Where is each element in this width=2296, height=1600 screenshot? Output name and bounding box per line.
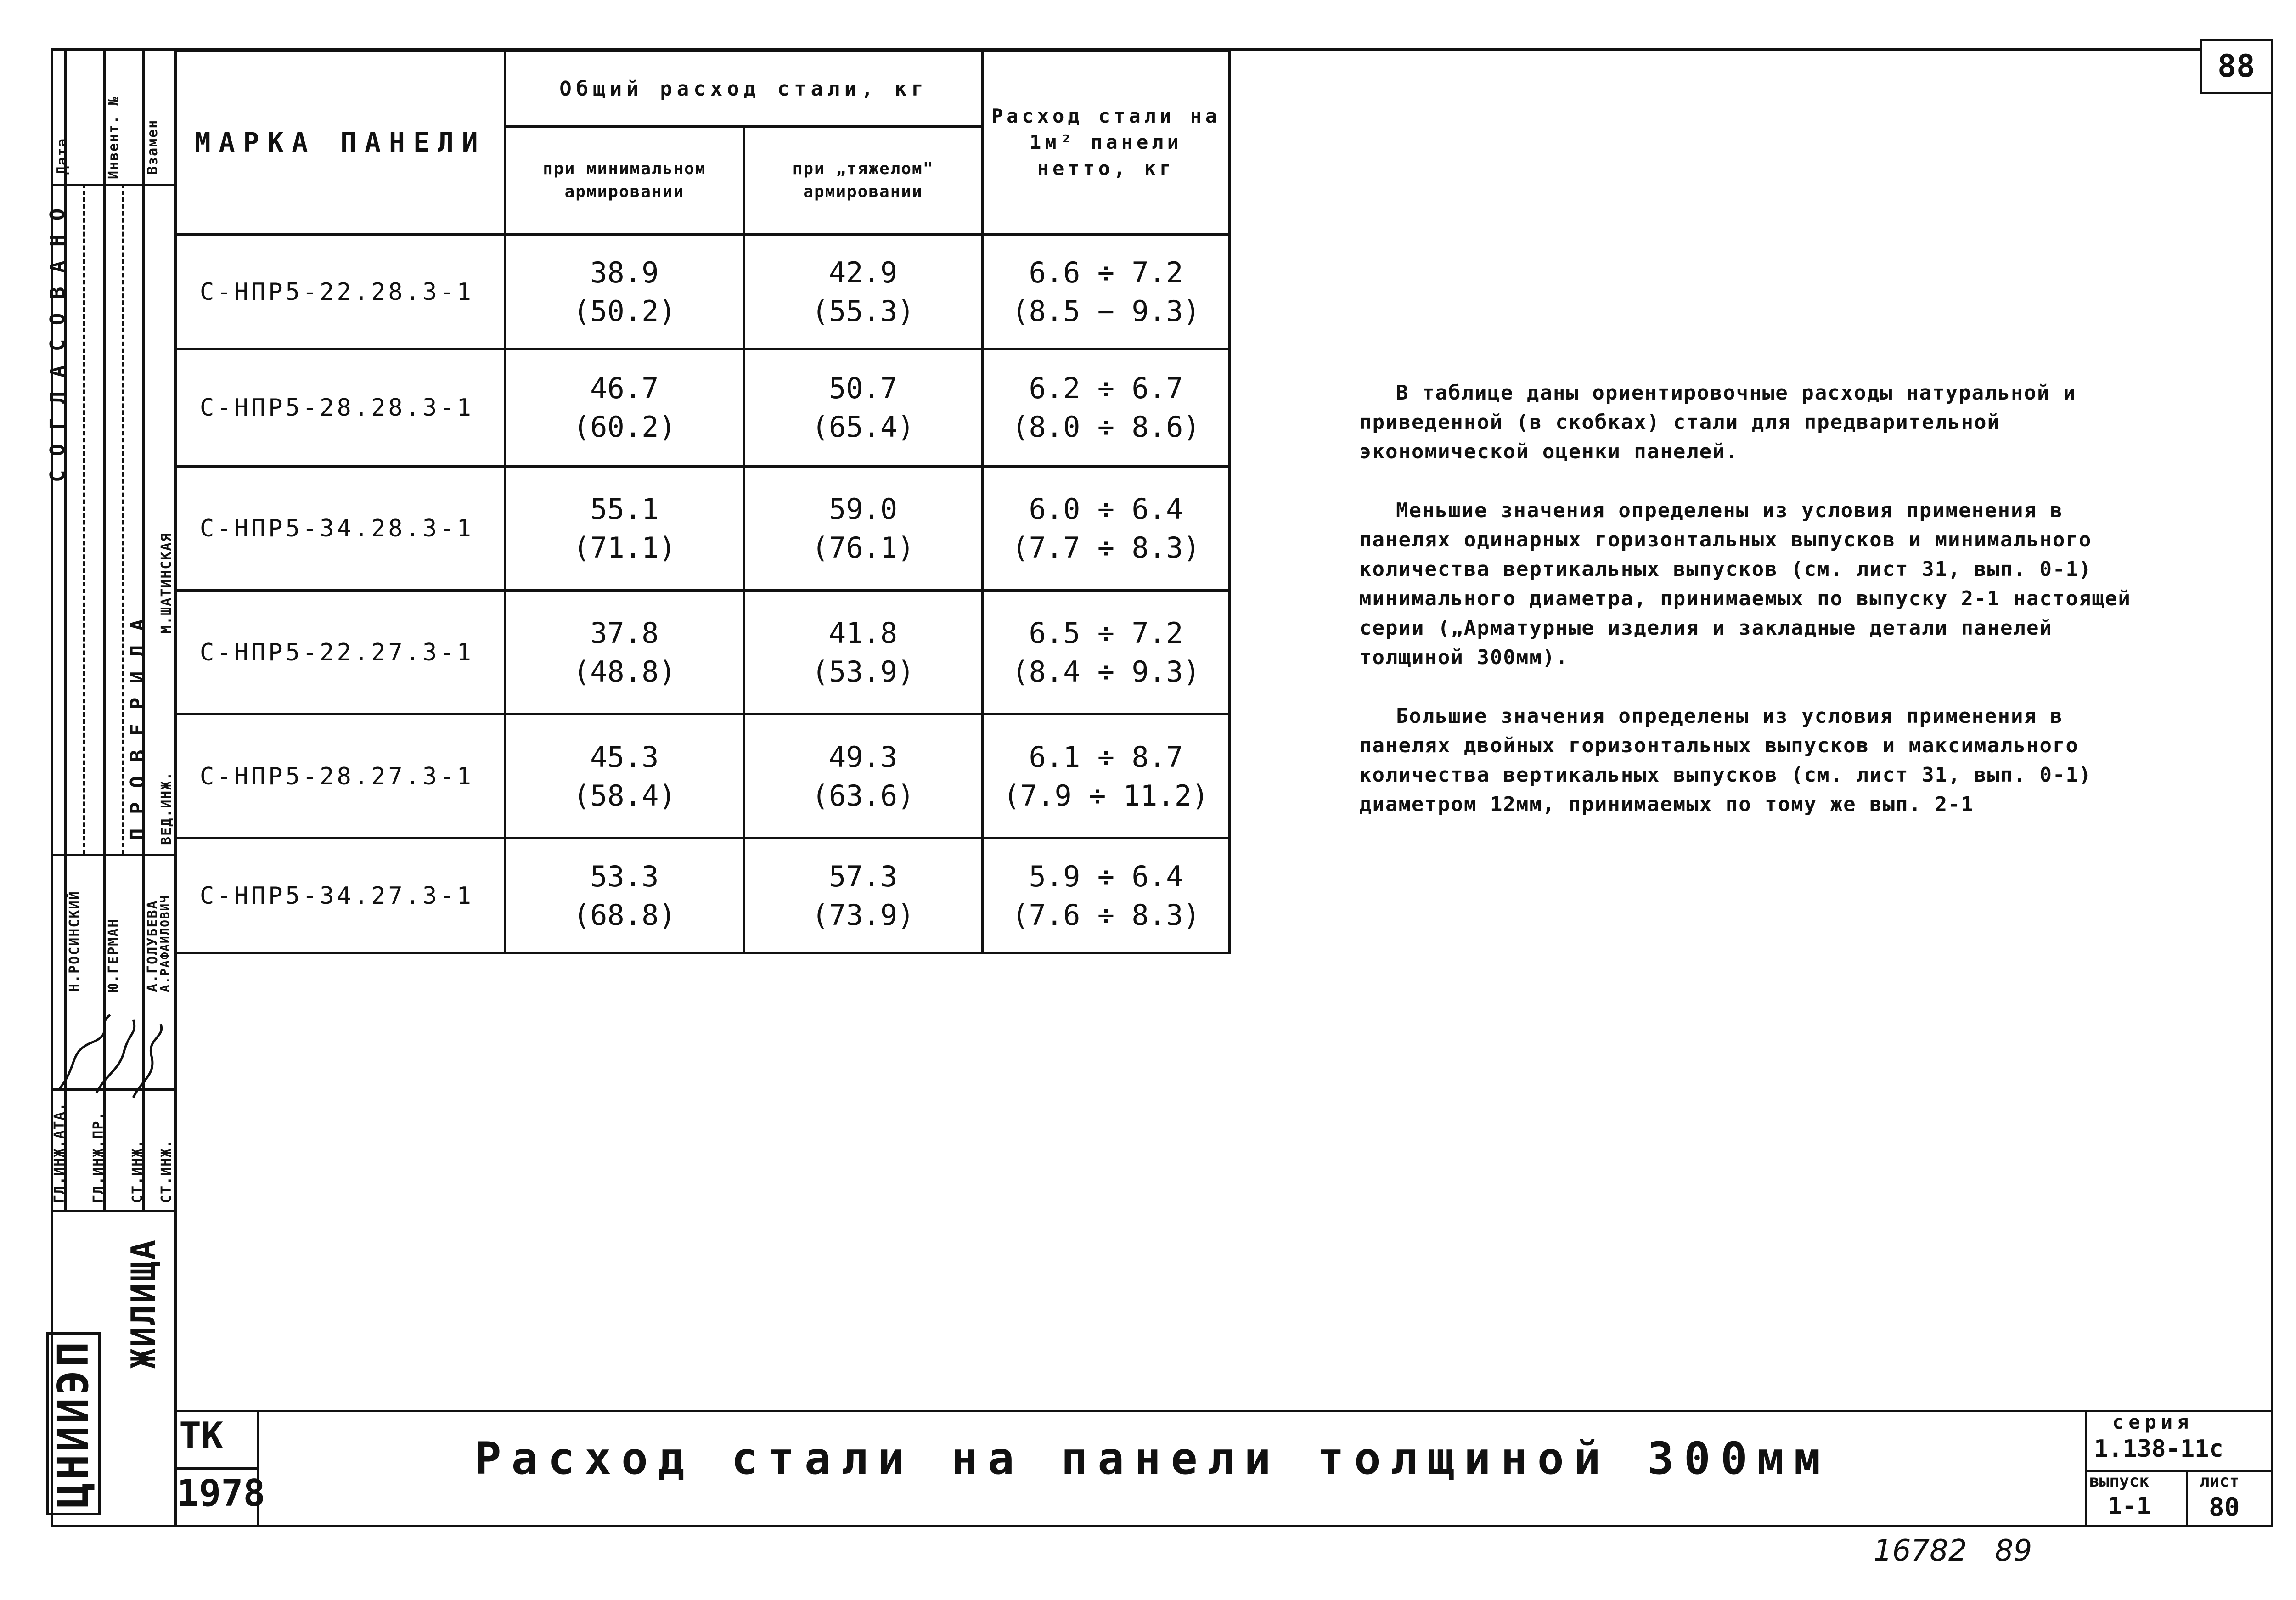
cell-min-brackets: (48.8) xyxy=(573,654,676,688)
cell-per-m2-brackets: (7.9 ÷ 11.2) xyxy=(1003,778,1209,812)
cell-per-m2-brackets: (8.0 ÷ 8.6) xyxy=(1012,410,1200,444)
cell-mark: С-НПР5-28.28.3-1 xyxy=(176,349,505,467)
checker-name: М.ШАТИНСКАЯ xyxy=(158,532,174,634)
cell-mark: С-НПР5-34.27.3-1 xyxy=(176,839,505,953)
cell-min xyxy=(505,591,744,715)
signature-3 xyxy=(133,1024,162,1098)
header-mark xyxy=(176,51,505,235)
series-value: 1.138-11с xyxy=(2094,1435,2223,1463)
stamp-line xyxy=(51,184,174,186)
steel-consumption-table xyxy=(174,50,1231,954)
cell-heavy-value: 57.3 xyxy=(828,859,898,893)
note-paragraph-2: Меньшие значения определены из условия применения в панелях одинарных горизонтальных выпусков и минимального количества вертикальных выпусков (см. лист 31, вып. 0-1) минимального диаметра, принимаемых по выпуску 2-1 настоящей серии („Арматурные изделия и закладные детали панелей толщиной 300мм). xyxy=(1359,499,2131,669)
header-total-text: Общий расход стали, кг xyxy=(559,77,929,101)
note-paragraph-3: Большие значения определены из условия применения в панелях двойных горизонтальных выпусков и максимального количества вертикальных выпусков (см. лист 31, вып. 0-1) диаметром 12мм, принимаемых по тому же вып. 2-1 xyxy=(1359,704,2092,816)
cell-min-value: 53.3 xyxy=(590,859,659,893)
name-2: Ю.ГЕРМАН xyxy=(106,918,122,992)
table-row xyxy=(176,235,1230,349)
inventory-label: Инвент. № xyxy=(106,96,122,179)
stamp-dashed-line xyxy=(122,184,124,854)
role-1: ГЛ.ИНЖ.АТА. xyxy=(51,1102,68,1203)
page-number-box xyxy=(2200,39,2273,94)
role-4: СТ.ИНЖ. xyxy=(158,1138,174,1203)
org-logo xyxy=(46,1332,101,1515)
cell-per-m2-value: 6.1 ÷ 8.7 xyxy=(1029,740,1183,774)
year-label: 1978 xyxy=(177,1472,265,1515)
cell-min-value: 46.7 xyxy=(590,372,659,406)
cell-per-m2 xyxy=(982,839,1229,953)
cell-per-m2-brackets: (8.5 − 9.3) xyxy=(1012,294,1200,328)
cell-min xyxy=(505,839,744,953)
table-row xyxy=(176,839,1230,953)
cell-min-value: 55.1 xyxy=(590,492,659,526)
footer-number-page: 89 xyxy=(1994,1534,2032,1568)
name-1: Н.РОСИНСКИЙ xyxy=(67,890,83,992)
table-row xyxy=(176,715,1230,839)
cell-mark: С-НПР5-34.28.3-1 xyxy=(176,467,505,591)
header-total xyxy=(505,51,982,127)
explanatory-note xyxy=(1359,349,2140,849)
sheet-label: лист xyxy=(2200,1472,2240,1491)
role-2: ГЛ.ИНЖ.ПР. xyxy=(90,1111,107,1203)
cell-per-m2 xyxy=(982,349,1229,467)
cell-heavy xyxy=(744,467,983,591)
table-header-row xyxy=(176,51,1230,127)
cell-per-m2-brackets: (7.7 ÷ 8.3) xyxy=(1012,530,1200,564)
titleblock-top-line xyxy=(174,1410,2273,1412)
cell-min-brackets: (50.2) xyxy=(573,294,676,328)
cell-per-m2 xyxy=(982,715,1229,839)
cell-per-m2-brackets: (7.6 ÷ 8.3) xyxy=(1012,898,1200,932)
checked-label: П Р О В Е Р И Л А xyxy=(126,618,150,840)
cell-heavy-brackets: (63.6) xyxy=(811,778,915,812)
cell-per-m2 xyxy=(982,235,1229,349)
page-number: 88 xyxy=(2217,48,2255,85)
org-logo-text: ЦНИИЭП xyxy=(49,1339,98,1508)
org-name xyxy=(124,1238,163,1369)
stamp-dashed-line xyxy=(83,184,85,854)
cell-heavy xyxy=(744,715,983,839)
cell-per-m2-value: 6.2 ÷ 6.7 xyxy=(1029,372,1183,406)
cell-per-m2-value: 6.0 ÷ 6.4 xyxy=(1029,492,1183,526)
titleblock-line xyxy=(2186,1470,2188,1527)
cell-mark: С-НПР5-22.28.3-1 xyxy=(176,235,505,349)
signature-1 xyxy=(60,1015,110,1088)
issue-label: выпуск xyxy=(2089,1472,2150,1491)
cell-heavy-brackets: (55.3) xyxy=(811,294,915,328)
cell-min-value: 38.9 xyxy=(590,255,659,289)
cell-min-value: 45.3 xyxy=(590,740,659,774)
cell-per-m2-brackets: (8.4 ÷ 9.3) xyxy=(1012,654,1200,688)
cell-heavy xyxy=(744,591,983,715)
cell-heavy-value: 50.7 xyxy=(828,372,898,406)
header-heavy xyxy=(744,127,983,235)
role-3: СТ.ИНЖ. xyxy=(129,1138,146,1203)
cell-heavy xyxy=(744,349,983,467)
name-3: А.ГОЛУБЕВА xyxy=(145,900,161,992)
cell-per-m2-value: 6.5 ÷ 7.2 xyxy=(1029,616,1183,650)
cell-heavy xyxy=(744,235,983,349)
signatures xyxy=(51,997,174,1116)
cell-heavy-value: 49.3 xyxy=(828,740,898,774)
agreed-label: С О Г Л А С О В А Н О xyxy=(46,207,69,482)
cell-heavy-value: 59.0 xyxy=(828,492,898,526)
cell-per-m2-value: 6.6 ÷ 7.2 xyxy=(1029,255,1183,289)
header-heavy-text: при „тяжелом" армировании xyxy=(792,159,934,201)
cell-min xyxy=(505,349,744,467)
cell-mark: С-НПР5-28.27.3-1 xyxy=(176,715,505,839)
tk-label: ТК xyxy=(179,1414,224,1457)
replaces-label: Взамен xyxy=(145,119,161,175)
cell-per-m2 xyxy=(982,591,1229,715)
table-row xyxy=(176,467,1230,591)
name-4: А.РАФАИЛОВИЧ xyxy=(158,895,172,992)
header-min-text: при минимальном армировании xyxy=(543,159,706,201)
cell-min-value: 37.8 xyxy=(590,616,659,650)
cell-heavy-brackets: (73.9) xyxy=(811,898,915,932)
date-label: Дата xyxy=(54,137,70,175)
cell-per-m2 xyxy=(982,467,1229,591)
cell-min xyxy=(505,715,744,839)
header-mark-text: МАРКА ПАНЕЛИ xyxy=(194,127,486,158)
stamp-line xyxy=(51,854,174,856)
issue-value: 1-1 xyxy=(2108,1493,2151,1520)
cell-heavy-brackets: (53.9) xyxy=(811,654,915,688)
cell-min-brackets: (58.4) xyxy=(573,778,676,812)
titleblock-line xyxy=(174,1467,257,1470)
footer-number-main: 16782 xyxy=(1874,1534,1967,1568)
sheet-value: 80 xyxy=(2209,1493,2240,1522)
cell-min-brackets: (71.1) xyxy=(573,530,676,564)
table-row xyxy=(176,591,1230,715)
cell-heavy-brackets: (65.4) xyxy=(811,410,915,444)
cell-min-brackets: (60.2) xyxy=(573,410,676,444)
note-paragraph-1: В таблице даны ориентировочные расходы натуральной и приведенной (в скобках) стали для предварительной экономической оценки панелей. xyxy=(1359,381,2077,463)
lead-engineer-role: ВЕД.ИНЖ. xyxy=(158,771,174,845)
cell-heavy-brackets: (76.1) xyxy=(811,530,915,564)
signature-2 xyxy=(96,1020,135,1093)
cell-min xyxy=(505,235,744,349)
cell-mark: С-НПР5-22.27.3-1 xyxy=(176,591,505,715)
cell-per-m2-value: 5.9 ÷ 6.4 xyxy=(1029,859,1183,893)
header-per-m2 xyxy=(982,51,1229,235)
header-min xyxy=(505,127,744,235)
footer-number xyxy=(1874,1534,2032,1568)
titleblock-line xyxy=(2085,1410,2087,1527)
table-row xyxy=(176,349,1230,467)
cell-min-brackets: (68.8) xyxy=(573,898,676,932)
cell-min xyxy=(505,467,744,591)
series-label: серия xyxy=(2112,1411,2194,1433)
cell-heavy-value: 41.8 xyxy=(828,616,898,650)
header-per-m2-text: Расход стали на 1м² панели нетто, кг xyxy=(991,105,1221,180)
cell-heavy-value: 42.9 xyxy=(828,255,898,289)
drawing-title: Расход стали на панели толщиной 300мм xyxy=(474,1433,1831,1484)
org-name-text: ЖИЛИЩА xyxy=(124,1238,163,1369)
stamp-line xyxy=(51,1210,174,1212)
cell-heavy xyxy=(744,839,983,953)
